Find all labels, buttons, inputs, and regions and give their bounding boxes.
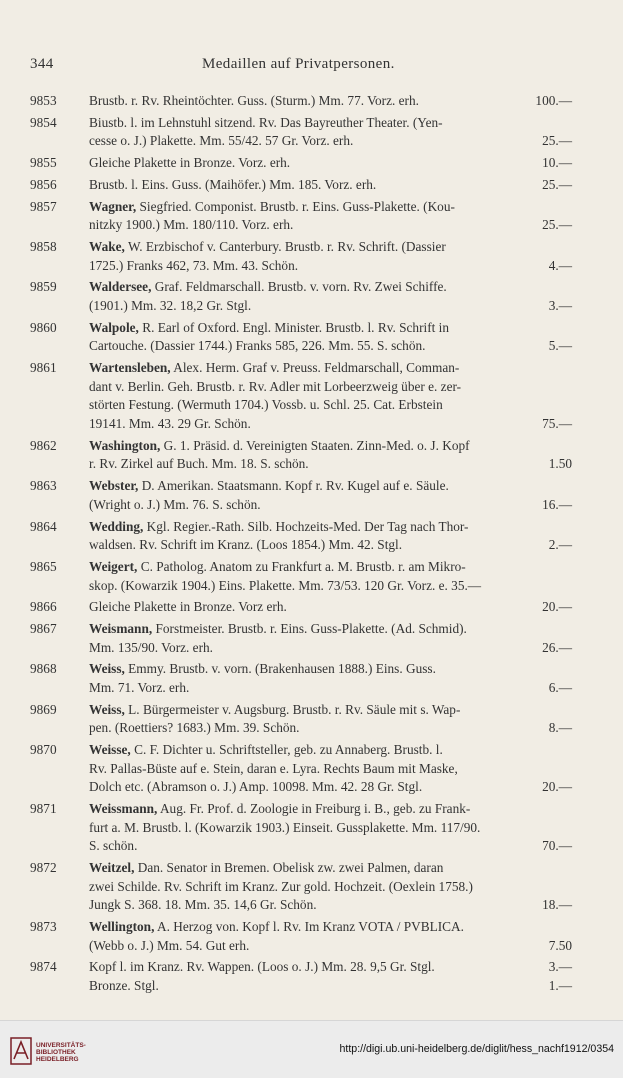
entry-text: Gleiche Plakette in Bronze. Vorz erh. (89, 599, 287, 615)
entry-line (89, 238, 572, 257)
person-name: Wartensleben, (89, 360, 171, 376)
catalog-entry (30, 558, 572, 595)
entry-line (89, 278, 572, 297)
catalog-entry (30, 319, 572, 356)
entry-line (89, 577, 572, 596)
catalog-entry (30, 859, 572, 915)
entry-line (89, 859, 572, 878)
entry-text: W. Erzbischof v. Canterbury. Brustb. r. Rv. Schrift. (Dassier (127, 239, 446, 255)
library-logo-text: UNIVERSITÄTS- BIBLIOTHEK HEIDELBERG (36, 1042, 86, 1064)
entry-text: Graf. Feldmarschall. Brustb. v. vorn. Rv. Zwei Schiffe. (154, 279, 447, 295)
price: 3.— (548, 298, 572, 314)
catalog-entries (30, 92, 572, 999)
person-name: Weigert, (89, 558, 138, 574)
entry-line (89, 660, 572, 679)
entry-text: C. Patholog. Anatom zu Frankfurt a. M. Brustb. r. am Mikro- (140, 558, 466, 574)
page-header (30, 56, 585, 78)
entry-text: (1901.) Mm. 32. 18,2 Gr. Stgl. (89, 298, 252, 314)
entry-text: Dan. Senator in Bremen. Obelisk zw. zwei Palmen, daran (137, 860, 444, 876)
entry-text: Biustb. l. im Lehnstuhl sitzend. Rv. Das Bayreuther Theater. (Yen- (89, 114, 443, 130)
entry-text: (Webb o. J.) Mm. 54. Gut erh. (89, 937, 250, 953)
price: 20.— (542, 599, 572, 615)
entry-number: 9859 (30, 279, 57, 295)
entry-line (89, 378, 572, 397)
catalog-entry (30, 958, 572, 995)
entry-number: 9867 (30, 621, 57, 637)
person-name: Weisse, (89, 742, 131, 758)
price: 75.— (542, 416, 572, 431)
person-name: Wagner, (89, 198, 137, 214)
entry-line (89, 319, 572, 338)
entry-number: 9860 (30, 319, 57, 335)
entry-line (89, 518, 572, 537)
person-name: Wedding, (89, 518, 144, 534)
catalog-entry (30, 176, 572, 195)
price: 3.— (548, 959, 572, 975)
entry-line (89, 415, 572, 434)
catalog-entry (30, 114, 572, 151)
entry-text: Siegfried. Componist. Brustb. r. Eins. Guss-Plakette. (Kou- (139, 198, 455, 214)
person-name: Webster, (89, 478, 139, 494)
person-name: Waldersee, (89, 279, 152, 295)
entry-line (89, 701, 572, 720)
entry-number: 9864 (30, 518, 57, 534)
entry-text: Brustb. l. Eins. Guss. (Maihöfer.) Mm. 185. Vorz. erh. (89, 176, 377, 192)
catalog-entry (30, 741, 572, 797)
entry-line (89, 176, 572, 195)
entry-number: 9857 (30, 198, 57, 214)
entry-number: 9870 (30, 742, 57, 758)
catalog-entry (30, 701, 572, 738)
entry-text: S. schön. (89, 838, 138, 854)
person-name: Wellington, (89, 919, 155, 935)
price: 7.50 (548, 937, 572, 953)
entry-line (89, 819, 572, 838)
entry-text: 19141. Mm. 43. 29 Gr. Schön. (89, 416, 251, 431)
entry-text: A. Herzog von. Kopf l. Rv. Im Kranz VOTA / PVBLICA. (156, 919, 464, 935)
entry-number: 9861 (30, 360, 57, 376)
entry-text: Brustb. r. Rv. Rheintöchter. Guss. (Sturm.) Mm. 77. Vorz. erh. (89, 93, 419, 108)
entry-number: 9872 (30, 860, 57, 876)
entry-number: 9871 (30, 801, 57, 817)
person-name: Walpole, (89, 319, 139, 335)
entry-line (89, 977, 572, 996)
university-seal-icon (10, 1037, 32, 1065)
price: 100.— (535, 93, 572, 108)
price: 20.— (542, 779, 572, 795)
entry-text: Kopf l. im Kranz. Rv. Wappen. (Loos o. J.) Mm. 28. 9,5 Gr. Stgl. (89, 959, 435, 975)
price: 1.— (548, 978, 572, 994)
entry-text: Bronze. Stgl. (89, 978, 159, 994)
catalog-entry (30, 278, 572, 315)
entry-line (89, 719, 572, 738)
entry-text: (Wright o. J.) Mm. 76. S. schön. (89, 496, 261, 512)
entry-number: 9866 (30, 599, 57, 615)
entry-line (89, 639, 572, 658)
entry-line (89, 477, 572, 496)
price: 25.— (542, 133, 572, 149)
entry-line (89, 132, 572, 151)
entry-text: dant v. Berlin. Geh. Brustb. r. Rv. Adler mit Lorbeerzweig über e. zer- (89, 378, 462, 394)
catalog-entry (30, 238, 572, 275)
entry-text: furt a. M. Brustb. l. (Kowarzik 1903.) Einseit. Gussplakette. Mm. 117/90. (89, 819, 481, 835)
person-name: Weiss, (89, 701, 125, 717)
entry-line (89, 778, 572, 797)
entry-text: 1725.) Franks 462, 73. Mm. 43. Schön. (89, 257, 299, 273)
entry-number: 9854 (30, 114, 57, 130)
price: 6.— (548, 680, 572, 696)
entry-line (89, 918, 572, 937)
catalog-entry (30, 800, 572, 856)
entry-line (89, 760, 572, 779)
price: 5.— (548, 338, 572, 354)
source-url-link[interactable]: http://digi.ub.uni-heidelberg.de/diglit/hess_nachf1912/0354 (339, 1043, 614, 1055)
entry-line (89, 937, 572, 956)
person-name: Washington, (89, 437, 161, 453)
entry-number: 9862 (30, 437, 57, 453)
price: 8.— (548, 720, 572, 736)
person-name: Weiss, (89, 661, 125, 677)
entry-text: cesse o. J.) Plakette. Mm. 55/42. 57 Gr. Vorz. erh. (89, 133, 354, 149)
price: 4.— (548, 257, 572, 273)
catalog-entry (30, 598, 572, 617)
catalog-entry (30, 92, 572, 111)
person-name: Wake, (89, 239, 125, 255)
price: 70.— (542, 838, 572, 854)
running-title: Medaillen auf Privatpersonen. (202, 56, 395, 72)
catalog-entry (30, 518, 572, 555)
entry-text: Alex. Herm. Graf v. Preuss. Feldmarschall, Comman- (173, 360, 460, 376)
person-name: Weismann, (89, 621, 153, 637)
catalog-entry (30, 477, 572, 514)
catalog-entry (30, 154, 572, 173)
entry-line (89, 837, 572, 856)
entry-text: waldsen. Rv. Schrift im Kranz. (Loos 1854.) Mm. 42. Stgl. (89, 537, 403, 553)
price: 25.— (542, 176, 572, 192)
entry-line (89, 536, 572, 555)
entry-line (89, 741, 572, 760)
entry-text: pen. (Roettiers? 1683.) Mm. 39. Schön. (89, 720, 300, 736)
price: 2.— (548, 537, 572, 553)
catalog-entry (30, 359, 572, 433)
catalog-entry (30, 918, 572, 955)
entry-number: 9874 (30, 959, 57, 975)
entry-text: skop. (Kowarzik 1904.) Eins. Plakette. Mm. 73/53. 120 Gr. Vorz. e. 35.— (89, 577, 482, 593)
entry-text: Aug. Fr. Prof. d. Zoologie in Freiburg i. B., geb. zu Frank- (159, 801, 471, 817)
entry-text: Kgl. Regier.-Rath. Silb. Hochzeits-Med. Der Tag nach Thor- (146, 518, 469, 534)
entry-line (89, 679, 572, 698)
entry-line (89, 958, 572, 977)
entry-text: nitzky 1900.) Mm. 180/110. Vorz. erh. (89, 217, 294, 233)
entry-text: Rv. Pallas-Büste auf e. Stein, daran e. Lyra. Rechts Baum mit Maske, (89, 760, 458, 776)
catalog-entry (30, 660, 572, 697)
entry-text: störten Festung. (Wermuth 1704.) Vossb. u. Schl. 25. Cat. Erbstein (89, 397, 443, 413)
price: 1.50 (548, 456, 572, 472)
entry-line (89, 359, 572, 378)
entry-text: L. Bürgermeister v. Augsburg. Brustb. r. Rv. Säule mit s. Wap- (128, 701, 461, 717)
entry-text: Gleiche Plakette in Bronze. Vorz. erh. (89, 155, 291, 171)
entry-line (89, 437, 572, 456)
entry-text: G. 1. Präsid. d. Vereinigten Staaten. Zinn-Med. o. J. Kopf (163, 437, 470, 453)
entry-text: R. Earl of Oxford. Engl. Minister. Brustb. l. Rv. Schrift in (142, 319, 449, 335)
entry-line (89, 455, 572, 474)
page-number: 344 (30, 56, 54, 72)
entry-line (89, 878, 572, 897)
entry-line (89, 496, 572, 515)
entry-number: 9873 (30, 919, 57, 935)
entry-line (89, 257, 572, 276)
price: 25.— (542, 217, 572, 233)
entry-text: Jungk S. 368. 18. Mm. 35. 14,6 Gr. Schön. (89, 897, 317, 913)
catalog-entry (30, 437, 572, 474)
person-name: Weissmann, (89, 801, 158, 817)
entry-text: Emmy. Brustb. v. vorn. (Brakenhausen 1888.) Eins. Guss. (128, 661, 436, 677)
entry-number: 9869 (30, 701, 57, 717)
entry-number: 9855 (30, 155, 57, 171)
catalog-entry (30, 620, 572, 657)
price: 16.— (542, 496, 572, 512)
entry-line (89, 216, 572, 235)
entry-text: zwei Schilde. Rv. Schrift im Kranz. Zur gold. Hochzeit. (Oexlein 1758.) (89, 878, 473, 894)
entry-number: 9868 (30, 661, 57, 677)
entry-number: 9853 (30, 93, 57, 108)
entry-number: 9865 (30, 558, 57, 574)
person-name: Weitzel, (89, 860, 135, 876)
entry-line (89, 154, 572, 173)
entry-text: Dolch etc. (Abramson o. J.) Amp. 10098. Mm. 42. 28 Gr. Stgl. (89, 779, 423, 795)
entry-text: Cartouche. (Dassier 1744.) Franks 585, 226. Mm. 55. S. schön. (89, 338, 426, 354)
entry-text: Mm. 71. Vorz. erh. (89, 680, 190, 696)
entry-text: D. Amerikan. Staatsmann. Kopf r. Rv. Kugel auf e. Säule. (141, 478, 449, 494)
entry-text: C. F. Dichter u. Schriftsteller, geb. zu Annaberg. Brustb. l. (134, 742, 443, 758)
entry-line (89, 800, 572, 819)
entry-line (89, 114, 572, 133)
entry-line (89, 92, 572, 111)
entry-text: Forstmeister. Brustb. r. Eins. Guss-Plakette. (Ad. Schmid). (155, 621, 467, 637)
entry-line (89, 558, 572, 577)
entry-line (89, 297, 572, 316)
entry-number: 9863 (30, 478, 57, 494)
price: 26.— (542, 639, 572, 655)
entry-number: 9856 (30, 176, 57, 192)
price: 10.— (542, 155, 572, 171)
entry-number: 9858 (30, 239, 57, 255)
entry-line (89, 896, 572, 915)
entry-line (89, 620, 572, 639)
catalog-entry (30, 198, 572, 235)
entry-line (89, 396, 572, 415)
price: 18.— (542, 897, 572, 913)
entry-text: r. Rv. Zirkel auf Buch. Mm. 18. S. schön. (89, 456, 309, 472)
entry-line (89, 198, 572, 217)
viewer-footer (0, 1020, 623, 1078)
entry-text: Mm. 135/90. Vorz. erh. (89, 639, 213, 655)
entry-line (89, 598, 572, 617)
entry-line (89, 337, 572, 356)
